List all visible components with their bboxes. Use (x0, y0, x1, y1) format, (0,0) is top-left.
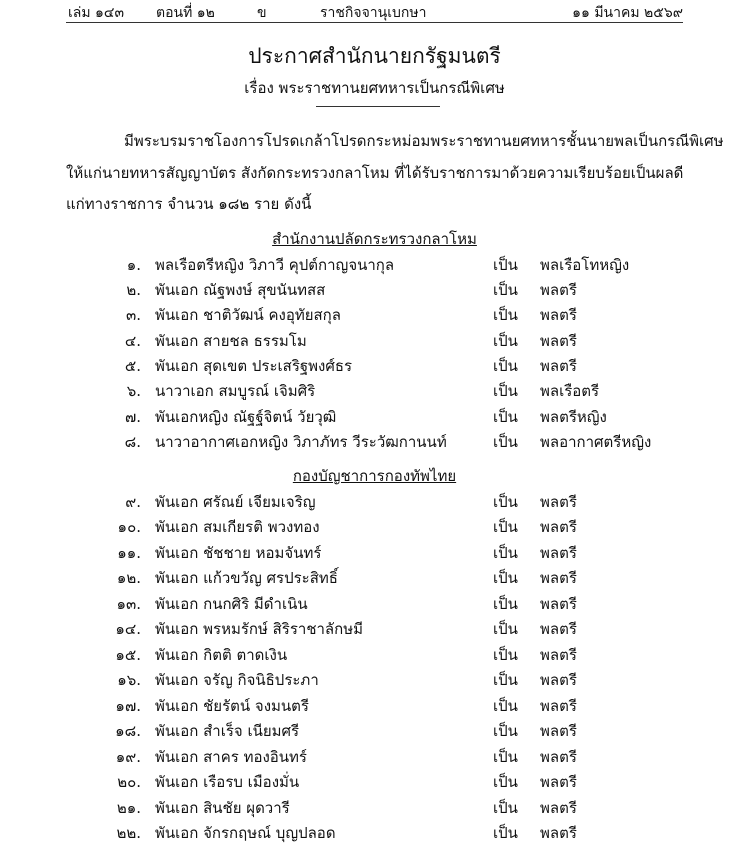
intro-line-2: ให้แก่นายทหารสัญญาบัตร สังกัดกระทรวงกลาโหม ที่ได้รับราชการมาด้วยความเรียบร้อยเป็นผลดี (66, 164, 684, 182)
entry-name: นาวาเอก สมบูรณ์ เจิมศิริ (155, 382, 316, 400)
entry-number: ๑๐. (117, 518, 141, 536)
entry-number: ๔. (124, 332, 141, 350)
list-item (0, 515, 749, 539)
entry-connector: เป็น (493, 646, 518, 664)
entry-name: พันเอก สมเกียรติ พวงทอง (155, 518, 320, 536)
announcement-title: ประกาศสำนักนายกรัฐมนตรี (248, 44, 501, 68)
entry-connector: เป็น (493, 493, 518, 511)
entry-connector: เป็น (493, 382, 518, 400)
list-item (0, 770, 749, 794)
entry-rank: พลตรี (540, 544, 577, 562)
section-heading-text: กองบัญชาการกองทัพไทย (292, 467, 457, 485)
entry-connector: เป็น (493, 671, 518, 689)
volume-number: เล่ม ๑๔๓ (68, 5, 125, 21)
entry-rank: พลตรี (540, 671, 577, 689)
gazette-name: ราชกิจจานุเบกษา (320, 5, 427, 21)
intro-line-1: มีพระบรมราชโองการโปรดเกล้าโปรดกระหม่อมพระราชทานยศทหารชั้นนายพลเป็นกรณีพิเศษ (124, 132, 724, 150)
entry-connector: เป็น (493, 408, 518, 426)
entry-name: พันเอก ชาติวัฒน์ คงอุทัยสกุล (155, 306, 341, 324)
entry-rank: พลตรี (540, 646, 577, 664)
entry-name: พันเอก ชัยรัตน์ จงมนตรี (155, 697, 309, 715)
entry-connector: เป็น (493, 773, 518, 791)
entry-number: ๒๒. (116, 824, 141, 842)
entry-number: ๑๒. (116, 569, 141, 587)
entry-rank: พลตรีหญิง (540, 408, 607, 426)
entry-connector: เป็น (493, 697, 518, 715)
entry-rank: พลตรี (540, 748, 577, 766)
entry-rank: พลอากาศตรีหญิง (540, 433, 652, 451)
entry-name: พันเอก จรัญ กิจนิธิประภา (155, 671, 319, 689)
list-item (0, 379, 749, 403)
page-header (66, 0, 683, 23)
issue-number: ตอนที่ ๑๒ (156, 5, 215, 21)
entry-rank: พลตรี (540, 332, 577, 350)
entry-name: พันเอก ณัฐพงษ์ สุขนันทสส (155, 281, 326, 299)
entry-name: พันเอก กิตติ ตาดเงิน (155, 646, 288, 664)
entry-name: พันเอก ชัชชาย หอมจันทร์ (155, 544, 322, 562)
list-item (0, 490, 749, 514)
entry-number: ๑๗. (115, 697, 141, 715)
entry-number: ๒๑. (116, 799, 141, 817)
entry-connector: เป็น (493, 518, 518, 536)
entry-number: ๑๘. (115, 722, 141, 740)
entry-connector: เป็น (493, 433, 518, 451)
list-item (0, 796, 749, 820)
section-letter: ข (257, 5, 267, 21)
entry-connector: เป็น (493, 620, 518, 638)
entry-rank: พลตรี (540, 722, 577, 740)
entry-name: พันเอก สุดเขต ประเสริฐพงศ์ธร (155, 357, 353, 375)
list-item (0, 668, 749, 692)
entry-name: พันเอก จักรกฤษณ์ บุญปลอด (155, 824, 336, 842)
entry-connector: เป็น (493, 595, 518, 613)
list-item (0, 329, 749, 353)
entry-rank: พลตรี (540, 824, 577, 842)
list-item (0, 821, 749, 845)
list-item (0, 592, 749, 616)
entry-connector: เป็น (493, 281, 518, 299)
entry-connector: เป็น (493, 799, 518, 817)
entry-name: พันเอก กนกศิริ มีดำเนิน (155, 595, 308, 613)
entry-rank: พลตรี (540, 306, 577, 324)
section-heading-rtarf (0, 464, 749, 488)
entry-connector: เป็น (493, 256, 518, 274)
entry-rank: พลตรี (540, 493, 577, 511)
entry-connector: เป็น (493, 722, 518, 740)
issue-date: ๑๑ มีนาคม ๒๕๖๙ (572, 5, 683, 21)
section-heading-text: สำนักงานปลัดกระทรวงกลาโหม (272, 230, 477, 248)
entry-connector: เป็น (493, 748, 518, 766)
entry-number: ๒๐. (117, 773, 141, 791)
entry-number: ๒. (126, 281, 141, 299)
entry-name: พันเอก พรหมรักษ์ สิริราชาลักษมี (155, 620, 363, 638)
list-item (0, 719, 749, 743)
list-item (0, 566, 749, 590)
list-item (0, 745, 749, 769)
entry-rank: พลตรี (540, 569, 577, 587)
entry-number: ๑๕. (115, 646, 141, 664)
entry-number: ๘. (124, 433, 141, 451)
entry-rank: พลตรี (540, 773, 577, 791)
list-item (0, 278, 749, 302)
entry-number: ๙. (125, 493, 141, 511)
entry-connector: เป็น (493, 569, 518, 587)
entry-number: ๑๓. (116, 595, 141, 613)
list-item (0, 253, 749, 277)
list-item (0, 405, 749, 429)
entry-rank: พลเรือตรี (540, 382, 600, 400)
intro-line-3: แก่ทางราชการ จำนวน ๑๘๒ ราย ดังนี้ (66, 195, 312, 213)
list-item (0, 643, 749, 667)
entry-connector: เป็น (493, 357, 518, 375)
announcement-subject: เรื่อง พระราชทานยศทหารเป็นกรณีพิเศษ (244, 79, 505, 97)
entry-rank: พลตรี (540, 697, 577, 715)
entry-rank: พลตรี (540, 518, 577, 536)
entry-number: ๑. (126, 256, 141, 274)
entry-number: ๗. (124, 408, 141, 426)
entry-name: พันเอกหญิง ณัฐฐ์จิตน์ วัยวุฒิ (155, 408, 337, 426)
entry-number: ๓. (125, 306, 141, 324)
entry-name: พันเอก แก้วขวัญ ศรประสิทธิ์ (155, 569, 338, 587)
entry-name: พันเอก สายชล ธรรมโม (155, 332, 307, 350)
list-item (0, 694, 749, 718)
entry-number: ๑๔. (115, 620, 141, 638)
entry-rank: พลตรี (540, 357, 577, 375)
entry-name: พันเอก เรือรบ เมืองมั่น (155, 773, 300, 791)
entry-name: พลเรือตรีหญิง วิภาวี คุปต์กาญจนากุล (155, 256, 395, 274)
entry-rank: พลตรี (540, 595, 577, 613)
list-item (0, 541, 749, 565)
entry-rank: พลตรี (540, 281, 577, 299)
entry-number: ๑๑. (117, 544, 141, 562)
entry-name: พันเอก สำเร็จ เนียมศรี (155, 722, 300, 740)
entry-name: นาวาอากาศเอกหญิง วิภาภัทร วีระวัฒกานนท์ (155, 433, 447, 451)
entry-rank: พลตรี (540, 799, 577, 817)
entry-connector: เป็น (493, 544, 518, 562)
entry-rank: พลตรี (540, 620, 577, 638)
entry-name: พันเอก สาคร ทองอินทร์ (155, 748, 307, 766)
entry-connector: เป็น (493, 824, 518, 842)
entry-connector: เป็น (493, 332, 518, 350)
entry-connector: เป็น (493, 306, 518, 324)
entry-number: ๕. (124, 357, 141, 375)
title-divider (316, 106, 440, 107)
list-item (0, 617, 749, 641)
list-item (0, 303, 749, 327)
list-item (0, 354, 749, 378)
entry-rank: พลเรือโทหญิง (540, 256, 630, 274)
entry-number: ๑๖. (117, 671, 141, 689)
section-heading-ops (0, 227, 749, 251)
entry-number: ๖. (126, 382, 141, 400)
entry-name: พันเอก ศรัณย์ เจียมเจริญ (155, 493, 316, 511)
list-item (0, 430, 749, 454)
entry-number: ๑๙. (115, 748, 141, 766)
entry-name: พันเอก สินชัย ผุดวารี (155, 799, 290, 817)
